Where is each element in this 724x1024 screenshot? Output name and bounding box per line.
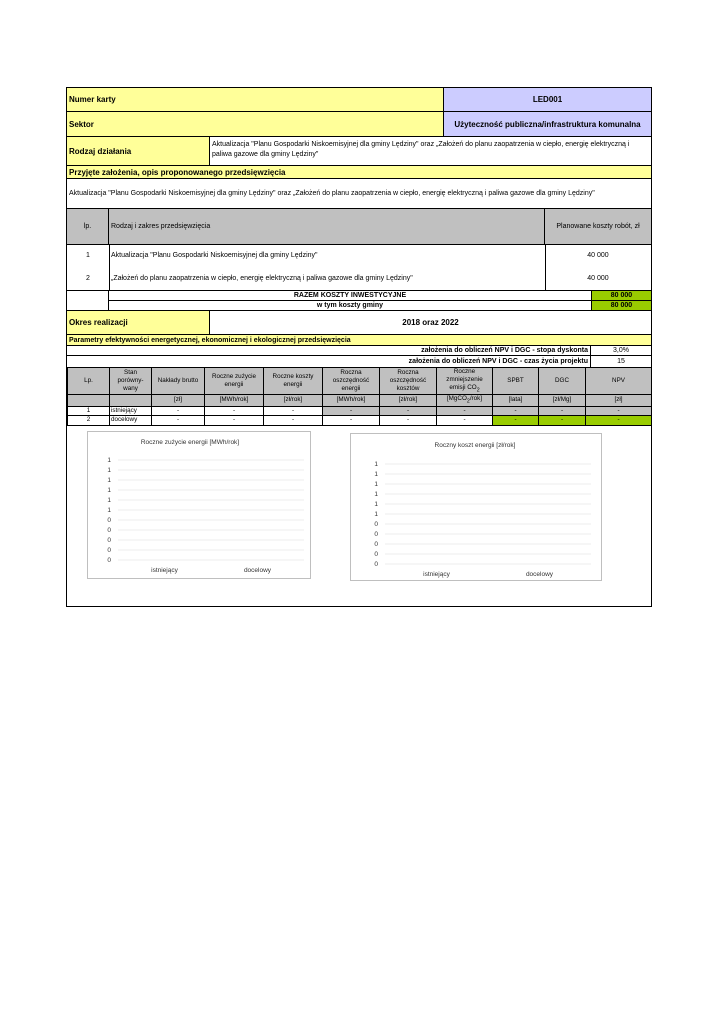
tasks-col-scope: Rodzaj i zakres przedsięwzięcia [109,209,545,245]
gmina-cost-value: 80 000 [592,301,651,311]
chart-y-tick-label: 1 [107,457,111,465]
chart-y-tick-label: 1 [374,491,378,499]
energy-use-chart-svg [88,432,310,578]
params-unit: [zł/rok] [380,395,437,406]
params-units-row [68,395,652,406]
co2-label: Roczne zmniejszenie emisji CO [446,368,483,391]
tasks-body [67,245,651,291]
project-card [66,87,652,607]
chart-y-tick-label: 1 [374,511,378,519]
chart-y-tick-label: 0 [107,547,111,555]
params-unit: [lata] [493,395,539,406]
params-cell: - [493,415,539,425]
tasks-divider [109,245,110,291]
chart-y-tick-label: 1 [374,501,378,509]
chart-y-tick-label: 0 [374,561,378,569]
co2-subscript: 2 [476,387,480,394]
chart-y-tick-label: 1 [374,471,378,479]
params-col-co2-reduction [437,368,493,395]
task-scope: Aktualizacja "Planu Gospodarki Niskoemisyjnej dla gminy Lędziny" [111,251,318,259]
co2-unit-subscript: 2 [466,398,470,405]
chart-y-tick-label: 1 [107,477,111,485]
npv-life-value: 15 [617,358,625,365]
assumptions-text: Aktualizacja "Planu Gospodarki Niskoemisyjnej dla gminy Lędziny" oraz „Założeń do planu zaopatrzenia w ciepło, energię elektryczną i paliwa gazowe dla gminy Lędziny" [67,179,651,209]
params-col-npv: NPV [586,368,652,395]
params-cell: - [205,406,264,415]
params-cell: - [264,415,323,425]
chart-title: Roczne zużycie energii [MWh/rok] [140,439,240,446]
chart-x-tick-label: docelowy [525,571,554,578]
params-cell: - [437,406,493,415]
params-unit: [zł/rok] [264,395,323,406]
params-cell: - [323,406,380,415]
chart-x-tick-label: istniejący [423,571,450,578]
params-cell: - [539,406,586,415]
chart-y-tick-label: 0 [374,551,378,559]
params-col-spbt: SPBT [493,368,539,395]
card-number-label: Numer karty [67,88,444,112]
chart-y-tick-label: 1 [374,461,378,469]
sector-value: Użyteczność publiczna/infrastruktura komunalna [444,112,651,137]
chart-x-tick-label: istniejący [151,567,178,574]
chart-y-tick-label: 0 [374,541,378,549]
co2-unit-suffix: /rok] [469,395,483,403]
chart-y-tick-label: 1 [107,487,111,495]
params-cell: - [586,415,652,425]
table-row [68,406,652,415]
params-unit-co2 [437,395,493,406]
params-unit [68,395,110,406]
params-cell: - [539,415,586,425]
params-header-row [68,368,652,395]
params-col-energy-saving: Roczna oszczędność energii [323,368,380,395]
params-unit: [zł] [152,395,205,406]
params-cell: - [152,406,205,415]
params-cell: - [152,415,205,425]
sector-label: Sektor [67,112,444,137]
params-cell: - [380,415,437,425]
co2-unit-label: [MgCO [446,395,467,403]
params-unit: [zł] [586,395,652,406]
task-lp: 2 [86,274,90,282]
params-unit: [MWh/rok] [323,395,380,406]
params-row-state: docelowy [110,415,152,425]
chart-y-tick-label: 1 [374,481,378,489]
params-unit: [MWh/rok] [205,395,264,406]
params-col-dgc: DGC [539,368,586,395]
totals-spacer [67,291,109,311]
tasks-col-cost: Planowane koszty robót, zł [545,209,651,245]
params-cell: - [493,406,539,415]
params-col-lp: Lp. [68,368,110,395]
total-investment-value: 80 000 [592,291,651,301]
realization-value: 2018 oraz 2022 [210,311,651,335]
chart-y-tick-label: 0 [107,537,111,545]
energy-cost-chart [350,433,602,581]
params-col-cost-saving: Roczna oszczędność kosztów [380,368,437,395]
params-row-lp: 1 [68,406,110,415]
npv-discount-value: 3,0% [591,346,651,356]
chart-y-tick-label: 0 [374,531,378,539]
energy-cost-chart-svg [351,434,601,580]
params-row-state: istniejący [110,406,152,415]
energy-use-chart [87,431,311,579]
params-col-capex: Nakłady brutto [152,368,205,395]
chart-y-tick-label: 0 [107,527,111,535]
npv-discount-label: założenia do obliczeń NPV i DGC - stopa dyskonta [67,346,591,356]
params-table [67,367,652,426]
params-col-state: Stan porówny-wany [110,368,152,395]
action-type-value: Aktualizacja "Planu Gospodarki Niskoemisyjnej dla gminy Lędziny" oraz „Założeń do planu zaopatrzenia w ciepło, energię elektryczną i paliwa gazowe dla gminy Lędziny" [210,137,651,166]
task-scope: „Założeń do planu zaopatrzenia w ciepło, energię elektryczną i paliwa gazowe dla gminy Lędziny" [111,274,413,282]
params-cell: - [586,406,652,415]
assumptions-heading: Przyjęte założenia, opis proponowanego przedsięwzięcia [67,166,651,179]
chart-y-tick-label: 1 [107,467,111,475]
params-cell: - [323,415,380,425]
params-unit: [zł/Mg] [539,395,586,406]
total-investment-label: RAZEM KOSZTY INWESTYCYJNE [109,291,592,301]
params-cell: - [380,406,437,415]
chart-y-tick-label: 1 [107,497,111,505]
chart-y-tick-label: 1 [107,507,111,515]
card-number-value: LED001 [444,88,651,112]
tasks-col-lp: lp. [67,209,109,245]
chart-y-tick-label: 0 [107,517,111,525]
task-cost: 40 000 [587,251,609,259]
params-col-energy-cost: Roczne koszty energii [264,368,323,395]
chart-y-tick-label: 0 [374,521,378,529]
chart-title: Roczny koszt energii [zł/rok] [434,442,516,449]
params-cell: - [437,415,493,425]
params-cell: - [205,415,264,425]
params-cell: - [264,406,323,415]
task-lp: 1 [86,251,90,259]
realization-label: Okres realizacji [67,311,210,335]
gmina-cost-label: w tym koszty gminy [109,301,592,311]
npv-life-label: założenia do obliczeń NPV i DGC - czas życia projektu [67,356,591,367]
params-row-lp: 2 [68,415,110,425]
params-col-energy-use: Roczne zużycie energii [205,368,264,395]
table-row [68,415,652,425]
action-type-label: Rodzaj działania [67,137,210,166]
chart-y-tick-label: 0 [107,557,111,565]
chart-x-tick-label: docelowy [243,567,272,574]
params-heading: Parametry efektywności energetycznej, ekonomicznej i ekologicznej przedsięwzięcia [67,335,651,346]
params-unit [110,395,152,406]
task-cost: 40 000 [587,274,609,282]
